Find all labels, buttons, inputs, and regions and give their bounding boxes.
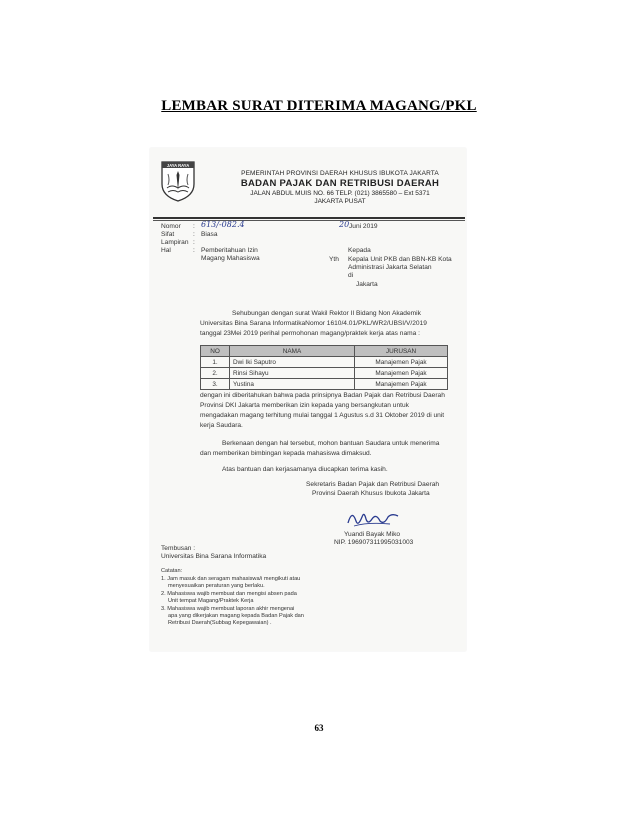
sifat-value: Biasa [201, 231, 218, 238]
letterhead-agency: BADAN PAJAK DAN RETRIBUSI DAERAH [240, 178, 440, 189]
catatan-label: Catatan: [161, 568, 183, 574]
note-3-line1: 3. Mahasiswa wajib membuat laporan akhir mengenai [161, 606, 295, 612]
paragraph-2-line3: mengadakan magang terhitung mulai tanggal 1 Agustus s.d 31 Oktober 2019 di unit [200, 412, 445, 419]
page-title: LEMBAR SURAT DITERIMA MAGANG/PKL [161, 98, 477, 114]
column-header-jurusan: JURUSAN [355, 346, 448, 357]
paragraph-2-line1: dengan ini diberitahukan bahwa pada prinsipnya Badan Pajak dan Retribusi Daerah [200, 392, 445, 399]
table-row [201, 379, 448, 390]
hal-label: Hal [161, 247, 171, 254]
tembusan-item: Universitas Bina Sarana Informatika [161, 553, 267, 560]
note-2-line1: 2. Mahasiswa wajib membuat dan mengisi absen pada [161, 591, 297, 597]
letterhead-divider [153, 217, 465, 219]
page-number: 63 [314, 723, 324, 733]
row-no: 3. [201, 379, 230, 390]
recipient-line1: Kepala Unit PKB dan BBN-KB Kota [348, 256, 452, 263]
table-row [201, 357, 448, 368]
paragraph-3-line2: dan memberikan bimbingan kepada mahasiswa dimaksud. [200, 450, 372, 457]
signatory-name: Yuandi Bayak Miko [344, 531, 401, 538]
lampiran-label: Lampiran [161, 239, 189, 246]
row-nama: Yustina [230, 379, 355, 390]
colon: : [193, 247, 195, 254]
column-header-no: NO [201, 346, 230, 357]
sifat-label: Sifat [161, 231, 175, 238]
date-day: 20 [339, 220, 350, 229]
colon: : [193, 223, 195, 230]
hal-value-line2: Magang Mahasiswa [201, 255, 260, 262]
signatory-nip: NIP. 196907311995031003 [334, 539, 414, 546]
date-month-year: Juni 2019 [349, 223, 378, 230]
table-header-row [201, 346, 448, 357]
recipient-line3: di [348, 272, 354, 279]
column-header-nama: NAMA [230, 346, 355, 357]
nomor-value: 613/-082.4 [201, 220, 245, 229]
paragraph-1-line3: tanggal 23Mei 2019 perihal permohonan magang/praktek kerja atas nama : [200, 330, 420, 337]
recipient-line4: Jakarta [356, 281, 378, 288]
letterhead [222, 170, 458, 205]
tembusan-label: Tembusan : [161, 545, 196, 552]
row-nama: Rinsi Sihayu [230, 368, 355, 379]
row-jurusan: Manajemen Pajak [355, 357, 448, 368]
paragraph-1-line2: Universitas Bina Sarana InformatikaNomor 1610/4.01/PKL/WR2/UBSI/V/2019 [200, 320, 427, 327]
note-3-line2: apa yang dikerjakan magang kepada Badan Pajak dan [168, 613, 304, 619]
letterhead-divider-thin [153, 220, 465, 221]
letterhead-city: JAKARTA PUSAT [314, 198, 366, 205]
recipient-kepada: Kepada [348, 247, 371, 254]
letterhead-government: PEMERINTAH PROVINSI DAERAH KHUSUS IBUKOTA JAKARTA [241, 170, 439, 177]
colon: : [193, 239, 195, 246]
table-row [201, 368, 448, 379]
colon: : [193, 231, 195, 238]
handwritten-signature-icon [344, 507, 404, 531]
paragraph-2-line4: kerja Saudara. [200, 422, 243, 429]
paragraph-2-line2: Provinsi DKI Jakarta memberikan izin kepada yang bersangkutan untuk [200, 402, 409, 409]
paragraph-1-line1: Sehubungan dengan surat Wakil Rektor II Bidang Non Akademik [232, 310, 421, 317]
paragraph-3-line1: Berkenaan dengan hal tersebut, mohon bantuan Saudara untuk menerima [222, 440, 440, 447]
signatory-title-line2: Provinsi Daerah Khusus Ibukota Jakarta [312, 490, 430, 497]
row-nama: Dwi Iki Saputro [230, 357, 355, 368]
signatory-title-line1: Sekretaris Badan Pajak dan Retribusi Daerah [306, 481, 440, 488]
paragraph-4: Atas bantuan dan kerjasamanya diucapkan terima kasih. [222, 466, 388, 473]
row-no: 1. [201, 357, 230, 368]
note-1-line2: menyesuaikan peraturan yang berlaku. [168, 583, 265, 589]
note-2-line2: Unit tempat Magang/Praktek Kerja [168, 598, 254, 604]
recipient-yth: Yth [329, 256, 339, 263]
letterhead-address: JALAN ABDUL MUIS NO. 66 TELP. (021) 3865580 – Ext 5371 [250, 190, 430, 197]
note-1-line1: 1. Jam masuk dan seragam mahasiswa/i mengikuti atau [161, 576, 301, 582]
student-table [200, 345, 448, 390]
row-no: 2. [201, 368, 230, 379]
nomor-label: Nomor [161, 223, 181, 230]
jakarta-coat-of-arms-icon [160, 160, 196, 202]
note-3-line3: Retribusi Daerah(Subbag Kepegawaian) . [168, 620, 272, 626]
row-jurusan: Manajemen Pajak [355, 368, 448, 379]
recipient-line2: Administrasi Jakarta Selatan [348, 264, 432, 271]
hal-value-line1: Pemberitahuan Izin [201, 247, 258, 254]
seal-motto: JAYA RAYA [166, 163, 190, 168]
row-jurusan: Manajemen Pajak [355, 379, 448, 390]
